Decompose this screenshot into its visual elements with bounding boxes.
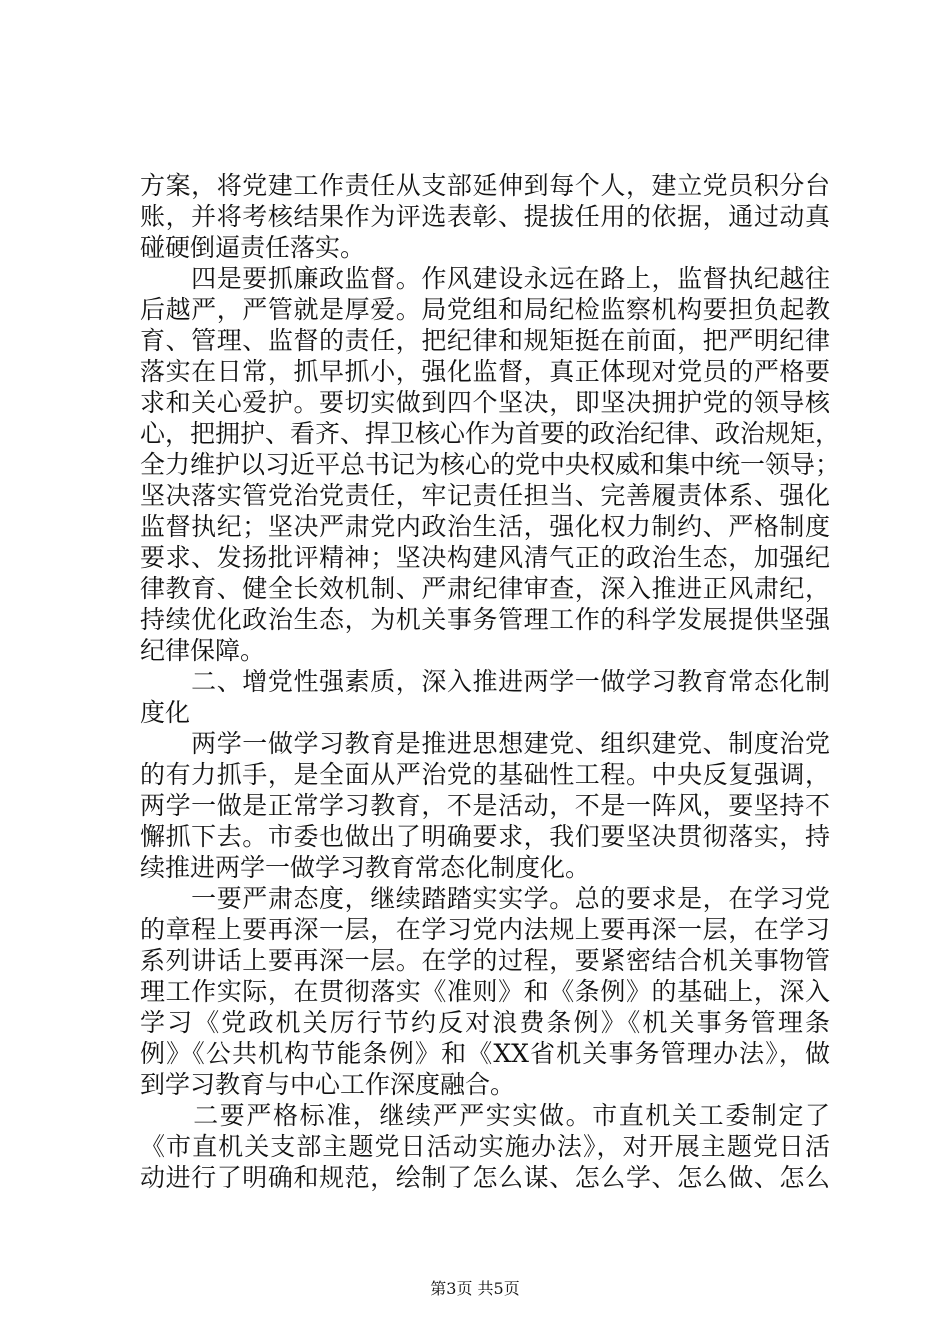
text-line: 落实在日常，抓早抓小，强化监督，真正体现对党员的严格要 [140,357,830,386]
text-line: 四是要抓廉政监督。作风建设永远在路上，监督执纪越往 [140,264,830,293]
text-line: 律教育、健全长效机制、严肃纪律审查，深入推进正风肃纪， [140,574,830,603]
document-body [140,170,841,1193]
text-line: 方案，将党建工作责任从支部延伸到每个人，建立党员积分台 [140,171,830,200]
text-line: 后越严，严管就是厚爱。局党组和局纪检监察机构要担负起教 [140,295,830,324]
text-line: 二要严格标准，继续严严实实做。市直机关工委制定了 [140,1101,830,1130]
text-line: 度化 [140,698,191,727]
text-line: 二、增党性强素质，深入推进两学一做学习教育常态化制 [140,667,830,696]
text-line: 系列讲话上要再深一层。在学的过程，要紧密结合机关事物管 [140,946,830,975]
text-line: 续推进两学一做学习教育常态化制度化。 [140,853,591,882]
text-line: 例》《公共机构节能条例》和《XX省机关事务管理办法》，做 [140,1039,830,1068]
text-line: 学习《党政机关厉行节约反对浪费条例》《机关事务管理条 [140,1008,830,1037]
text-line: 《市直机关支部主题党日活动实施办法》，对开展主题党日活 [140,1132,830,1161]
text-line: 全力维护以习近平总书记为核心的党中央权威和集中统一领导； [140,450,841,479]
text-line: 到学习教育与中心工作深度融合。 [140,1070,516,1099]
text-line: 坚决落实管党治党责任，牢记责任担当、完善履责体系、强化 [140,481,830,510]
text-line: 的有力抓手，是全面从严治党的基础性工程。中央反复强调， [140,760,830,789]
text-line: 两学一做是正常学习教育，不是活动，不是一阵风，要坚持不 [140,791,830,820]
text-line: 懈抓下去。市委也做出了明确要求，我们要坚决贯彻落实，持 [140,822,830,851]
text-line: 要求、发扬批评精神；坚决构建风清气正的政治生态，加强纪 [140,543,830,572]
text-line: 一要严肃态度，继续踏踏实实学。总的要求是，在学习党 [140,884,830,913]
text-line: 心，把拥护、看齐、捍卫核心作为首要的政治纪律、政治规矩， [140,419,841,448]
text-line: 纪律保障。 [140,636,266,665]
text-line: 动进行了明确和规范，绘制了怎么谋、怎么学、怎么做、怎么 [140,1163,830,1192]
text-line: 监督执纪；坚决严肃党内政治生活，强化权力制约、严格制度 [140,512,830,541]
text-line: 两学一做学习教育是推进思想建党、组织建党、制度治党 [140,729,830,758]
page-footer: 第3页 共5页 [430,1279,520,1298]
text-line: 的章程上要再深一层，在学习党内法规上要再深一层，在学习 [140,915,830,944]
text-line: 理工作实际，在贯彻落实《准则》和《条例》的基础上，深入 [140,977,830,1006]
text-line: 账，并将考核结果作为评选表彰、提拔任用的依据，通过动真 [140,202,830,231]
text-line: 持续优化政治生态，为机关事务管理工作的科学发展提供坚强 [140,605,830,634]
text-line: 育、管理、监督的责任，把纪律和规矩挺在前面，把严明纪律 [140,326,830,355]
text-line: 碰硬倒逼责任落实。 [140,233,366,262]
text-line: 求和关心爱护。要切实做到四个坚决，即坚决拥护党的领导核 [140,388,830,417]
